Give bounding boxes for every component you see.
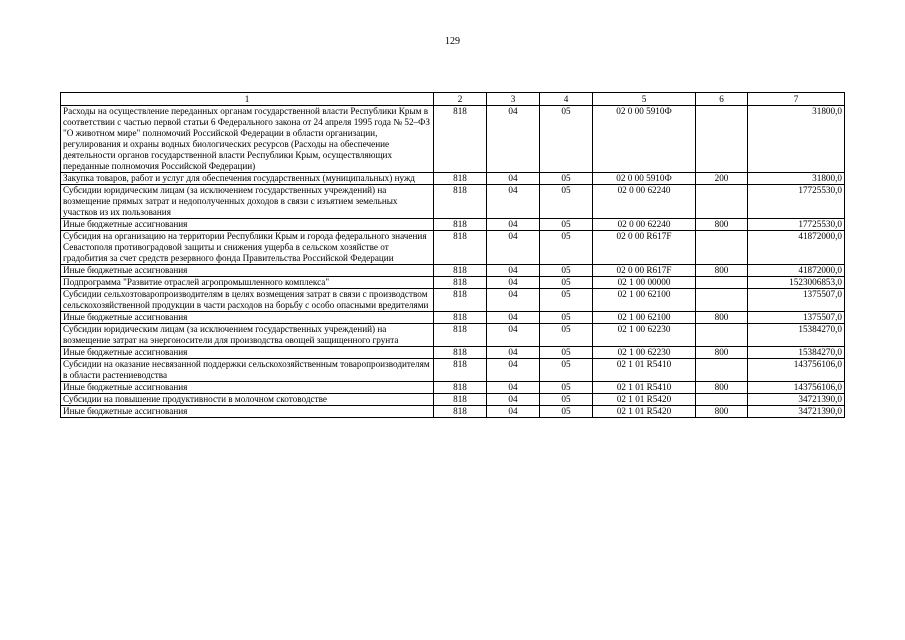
subsection-cell: 05 bbox=[540, 173, 593, 185]
table-row bbox=[61, 347, 845, 359]
table-row bbox=[61, 382, 845, 394]
section-cell: 04 bbox=[487, 277, 540, 289]
amount-cell: 34721390,0 bbox=[748, 394, 845, 406]
section-cell: 04 bbox=[487, 312, 540, 324]
section-cell: 04 bbox=[487, 185, 540, 219]
table-row bbox=[61, 406, 845, 418]
admin-code-cell: 818 bbox=[434, 312, 487, 324]
amount-cell: 31800,0 bbox=[748, 173, 845, 185]
section-cell: 04 bbox=[487, 324, 540, 347]
table-row bbox=[61, 394, 845, 406]
admin-code-cell: 818 bbox=[434, 231, 487, 265]
expense-type-cell: 800 bbox=[696, 406, 748, 418]
budget-table bbox=[60, 92, 845, 418]
amount-cell: 31800,0 bbox=[748, 106, 845, 173]
description-cell: Расходы на осуществление переданных органам государственной власти Республики Крым в соответствии с частью первой статьи 6 Федерального закона от 24 апреля 1995 года № 52–ФЗ "О животном мире" полномочий Российской Федерации в области организации, регулирования и охраны водных биологических ресурсов (Расходы на обеспечение деятельности органов государственной власти Республики Крым, осуществляющих переданные полномочия Российской Федерации) bbox=[61, 106, 434, 173]
column-header: 4 bbox=[540, 93, 593, 106]
amount-cell: 17725530,0 bbox=[748, 185, 845, 219]
table-row bbox=[61, 106, 845, 173]
description-cell: Субсидии на повышение продуктивности в молочном скотоводстве bbox=[61, 394, 434, 406]
admin-code-cell: 818 bbox=[434, 173, 487, 185]
column-header: 5 bbox=[593, 93, 696, 106]
description-cell: Иные бюджетные ассигнования bbox=[61, 219, 434, 231]
section-cell: 04 bbox=[487, 106, 540, 173]
header-row bbox=[61, 93, 845, 106]
admin-code-cell: 818 bbox=[434, 359, 487, 382]
admin-code-cell: 818 bbox=[434, 394, 487, 406]
section-cell: 04 bbox=[487, 265, 540, 277]
target-article-cell: 02 1 00 62100 bbox=[593, 312, 696, 324]
section-cell: 04 bbox=[487, 406, 540, 418]
admin-code-cell: 818 bbox=[434, 265, 487, 277]
section-cell: 04 bbox=[487, 219, 540, 231]
expense-type-cell bbox=[696, 289, 748, 312]
description-cell: Иные бюджетные ассигнования bbox=[61, 382, 434, 394]
admin-code-cell: 818 bbox=[434, 219, 487, 231]
description-cell: Иные бюджетные ассигнования bbox=[61, 347, 434, 359]
target-article-cell: 02 0 00 62240 bbox=[593, 219, 696, 231]
admin-code-cell: 818 bbox=[434, 324, 487, 347]
target-article-cell: 02 0 00 62240 bbox=[593, 185, 696, 219]
amount-cell: 17725530,0 bbox=[748, 219, 845, 231]
table-row bbox=[61, 277, 845, 289]
target-article-cell: 02 0 00 5910Ф bbox=[593, 173, 696, 185]
subsection-cell: 05 bbox=[540, 265, 593, 277]
amount-cell: 41872000,0 bbox=[748, 265, 845, 277]
subsection-cell: 05 bbox=[540, 324, 593, 347]
column-header: 3 bbox=[487, 93, 540, 106]
admin-code-cell: 818 bbox=[434, 106, 487, 173]
target-article-cell: 02 1 01 R5420 bbox=[593, 394, 696, 406]
description-cell: Подпрограмма "Развитие отраслей агропромышленного комплекса" bbox=[61, 277, 434, 289]
amount-cell: 1523006853,0 bbox=[748, 277, 845, 289]
expense-type-cell bbox=[696, 231, 748, 265]
section-cell: 04 bbox=[487, 231, 540, 265]
table-row bbox=[61, 312, 845, 324]
target-article-cell: 02 0 00 R617F bbox=[593, 231, 696, 265]
subsection-cell: 05 bbox=[540, 382, 593, 394]
column-header: 6 bbox=[696, 93, 748, 106]
section-cell: 04 bbox=[487, 359, 540, 382]
expense-type-cell bbox=[696, 106, 748, 173]
admin-code-cell: 818 bbox=[434, 347, 487, 359]
column-header: 2 bbox=[434, 93, 487, 106]
admin-code-cell: 818 bbox=[434, 406, 487, 418]
subsection-cell: 05 bbox=[540, 106, 593, 173]
subsection-cell: 05 bbox=[540, 312, 593, 324]
subsection-cell: 05 bbox=[540, 359, 593, 382]
page-number: 129 bbox=[445, 36, 460, 47]
target-article-cell: 02 1 00 00000 bbox=[593, 277, 696, 289]
expense-type-cell bbox=[696, 324, 748, 347]
admin-code-cell: 818 bbox=[434, 277, 487, 289]
expense-type-cell: 800 bbox=[696, 312, 748, 324]
table-row bbox=[61, 219, 845, 231]
admin-code-cell: 818 bbox=[434, 289, 487, 312]
table-row bbox=[61, 173, 845, 185]
description-cell: Иные бюджетные ассигнования bbox=[61, 406, 434, 418]
column-header: 7 bbox=[748, 93, 845, 106]
section-cell: 04 bbox=[487, 347, 540, 359]
table-row bbox=[61, 359, 845, 382]
description-cell: Субсидии юридическим лицам (за исключением государственных учреждений) на возмещение прямых затрат и недополученных доходов в связи с изъятием земельных участков из их пользования bbox=[61, 185, 434, 219]
target-article-cell: 02 1 01 R5410 bbox=[593, 359, 696, 382]
admin-code-cell: 818 bbox=[434, 185, 487, 219]
column-header: 1 bbox=[61, 93, 434, 106]
subsection-cell: 05 bbox=[540, 219, 593, 231]
expense-type-cell: 800 bbox=[696, 219, 748, 231]
amount-cell: 143756106,0 bbox=[748, 382, 845, 394]
expense-type-cell bbox=[696, 359, 748, 382]
description-cell: Субсидии сельхозтоваропроизводителям в целях возмещения затрат в связи с производством сельскохозяйственной продукции в части расходов на борьбу с особо опасными вредителями bbox=[61, 289, 434, 312]
subsection-cell: 05 bbox=[540, 185, 593, 219]
subsection-cell: 05 bbox=[540, 277, 593, 289]
amount-cell: 34721390,0 bbox=[748, 406, 845, 418]
amount-cell: 143756106,0 bbox=[748, 359, 845, 382]
table-row bbox=[61, 231, 845, 265]
section-cell: 04 bbox=[487, 382, 540, 394]
section-cell: 04 bbox=[487, 289, 540, 312]
section-cell: 04 bbox=[487, 173, 540, 185]
subsection-cell: 05 bbox=[540, 394, 593, 406]
expense-type-cell: 800 bbox=[696, 265, 748, 277]
description-cell: Иные бюджетные ассигнования bbox=[61, 312, 434, 324]
admin-code-cell: 818 bbox=[434, 382, 487, 394]
description-cell: Иные бюджетные ассигнования bbox=[61, 265, 434, 277]
description-cell: Субсидии на оказание несвязанной поддержки сельскохозяйственным товаропроизводителям в области растениеводства bbox=[61, 359, 434, 382]
expense-type-cell bbox=[696, 185, 748, 219]
amount-cell: 15384270,0 bbox=[748, 324, 845, 347]
description-cell: Субсидия на организацию на территории Республики Крым и города федерального значения Севастополя противоградовой защиты и снижения ущерба в сельском хозяйстве от градобития за счет средств резервного фонда Правительства Российской Федерации bbox=[61, 231, 434, 265]
target-article-cell: 02 1 01 R5420 bbox=[593, 406, 696, 418]
table-row bbox=[61, 289, 845, 312]
expense-type-cell: 800 bbox=[696, 382, 748, 394]
subsection-cell: 05 bbox=[540, 231, 593, 265]
target-article-cell: 02 0 00 5910Ф bbox=[593, 106, 696, 173]
amount-cell: 1375507,0 bbox=[748, 289, 845, 312]
description-cell: Субсидии юридическим лицам (за исключением государственных учреждений) на возмещение затрат на энергоносители для производства овощей защищенного грунта bbox=[61, 324, 434, 347]
expense-type-cell: 800 bbox=[696, 347, 748, 359]
subsection-cell: 05 bbox=[540, 289, 593, 312]
expense-type-cell: 200 bbox=[696, 173, 748, 185]
subsection-cell: 05 bbox=[540, 406, 593, 418]
amount-cell: 41872000,0 bbox=[748, 231, 845, 265]
description-cell: Закупка товаров, работ и услуг для обеспечения государственных (муниципальных) нужд bbox=[61, 173, 434, 185]
section-cell: 04 bbox=[487, 394, 540, 406]
target-article-cell: 02 1 00 62100 bbox=[593, 289, 696, 312]
expense-type-cell bbox=[696, 277, 748, 289]
target-article-cell: 02 1 00 62230 bbox=[593, 324, 696, 347]
table-body bbox=[61, 106, 845, 418]
table-row bbox=[61, 324, 845, 347]
amount-cell: 15384270,0 bbox=[748, 347, 845, 359]
target-article-cell: 02 1 01 R5410 bbox=[593, 382, 696, 394]
subsection-cell: 05 bbox=[540, 347, 593, 359]
target-article-cell: 02 1 00 62230 bbox=[593, 347, 696, 359]
amount-cell: 1375507,0 bbox=[748, 312, 845, 324]
expense-type-cell bbox=[696, 394, 748, 406]
table-row bbox=[61, 185, 845, 219]
table-row bbox=[61, 265, 845, 277]
target-article-cell: 02 0 00 R617F bbox=[593, 265, 696, 277]
